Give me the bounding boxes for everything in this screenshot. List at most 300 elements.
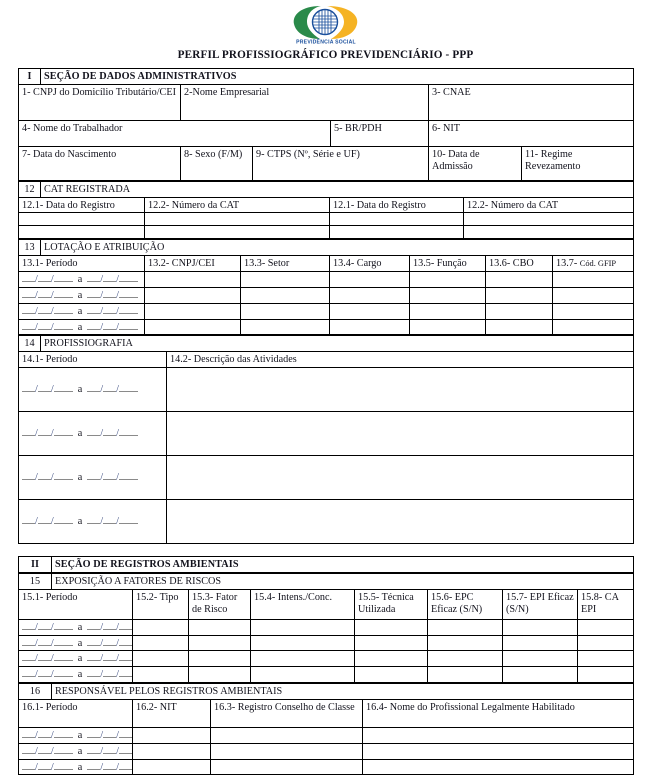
- cell-periodo[interactable]: [19, 500, 167, 544]
- date-slash: /: [50, 428, 54, 440]
- date-slash: /: [116, 745, 119, 757]
- cell-data-registro-b[interactable]: [330, 213, 464, 226]
- date-slash: /: [35, 321, 38, 333]
- section-1-table: [18, 68, 634, 181]
- col-16-2-nit: 16.2- NIT: [133, 699, 211, 727]
- date-slash: /: [50, 729, 54, 741]
- date-slash: /: [100, 729, 104, 741]
- cell-epi-eficaz[interactable]: [503, 619, 578, 635]
- cell-periodo[interactable]: [19, 412, 167, 456]
- cell-setor[interactable]: [241, 319, 330, 335]
- date-range-separator: a: [77, 653, 83, 665]
- date-blank[interactable]: [119, 737, 133, 738]
- date-blank[interactable]: [87, 479, 100, 480]
- col-13-6-cbo: 13.6- CBO: [486, 256, 553, 272]
- date-blank[interactable]: [54, 281, 73, 282]
- logo-container: [0, 0, 651, 45]
- group-16-column-headers: [19, 699, 634, 727]
- date-blank[interactable]: [87, 737, 100, 738]
- date-blank[interactable]: [54, 660, 73, 661]
- cell-periodo[interactable]: [19, 635, 133, 651]
- group-16-number: 16: [19, 684, 52, 700]
- date-blank[interactable]: [38, 645, 51, 646]
- table-row[interactable]: [19, 287, 634, 303]
- date-blank[interactable]: [87, 645, 100, 646]
- date-blank[interactable]: [38, 479, 51, 480]
- table-row[interactable]: [19, 619, 634, 635]
- field-4-nome-trabalhador[interactable]: 4- Nome do Trabalhador: [19, 120, 331, 146]
- date-blank[interactable]: [103, 479, 116, 480]
- field-3-cnae[interactable]: 3- CNAE: [429, 84, 634, 120]
- group-16-title: RESPONSÁVEL PELOS REGISTROS AMBIENTAIS: [52, 684, 634, 700]
- cell-tecnica-utilizada[interactable]: [355, 619, 428, 635]
- date-blank[interactable]: [38, 281, 51, 282]
- cell-ca-epi[interactable]: [578, 667, 634, 683]
- date-blank[interactable]: [54, 329, 73, 330]
- date-blank[interactable]: [38, 391, 51, 392]
- cell-data-registro-a[interactable]: [19, 226, 145, 239]
- group-14-number: 14: [19, 336, 41, 352]
- cell-periodo[interactable]: [19, 619, 133, 635]
- cell-setor[interactable]: [241, 272, 330, 288]
- date-blank[interactable]: [103, 329, 116, 330]
- field-5-br-pdh[interactable]: 5- BR/PDH: [331, 120, 429, 146]
- date-blank[interactable]: [119, 281, 138, 282]
- date-blank[interactable]: [22, 479, 35, 480]
- date-blank[interactable]: [119, 645, 133, 646]
- group-12-column-headers: [19, 197, 634, 213]
- date-slash: /: [35, 516, 38, 528]
- col-15-3-fator-de-risco: 15.3- Fator de Risco: [189, 589, 251, 619]
- date-slash: /: [100, 472, 104, 484]
- field-6-nit[interactable]: 6- NIT: [429, 120, 634, 146]
- table-row[interactable]: [19, 727, 634, 743]
- row-cnpj-nome-cnae: [19, 84, 634, 120]
- col-16-1-periodo: 16.1- Período: [19, 699, 133, 727]
- table-row[interactable]: [19, 651, 634, 667]
- table-row[interactable]: [19, 319, 634, 335]
- table-row[interactable]: [19, 368, 634, 412]
- cell-epc-eficaz[interactable]: [428, 651, 503, 667]
- cell-cnpj-cei[interactable]: [145, 287, 241, 303]
- group-13-number: 13: [19, 240, 41, 256]
- date-blank[interactable]: [119, 313, 138, 314]
- date-slash: /: [116, 274, 119, 286]
- cell-descricao-atividades[interactable]: [167, 500, 634, 544]
- date-blank[interactable]: [87, 391, 100, 392]
- date-blank[interactable]: [22, 329, 35, 330]
- date-slash: /: [100, 745, 104, 757]
- field-9-ctps[interactable]: 9- CTPS (Nº, Série e UF): [253, 146, 429, 180]
- date-blank[interactable]: [22, 645, 35, 646]
- cell-epi-eficaz[interactable]: [503, 635, 578, 651]
- date-slash: /: [35, 745, 38, 757]
- cell-ca-epi[interactable]: [578, 635, 634, 651]
- cell-descricao-atividades[interactable]: [167, 456, 634, 500]
- table-row[interactable]: [19, 759, 634, 775]
- date-range-separator: a: [77, 745, 83, 757]
- date-slash: /: [116, 384, 119, 396]
- table-row[interactable]: [19, 213, 634, 226]
- table-row[interactable]: [19, 743, 634, 759]
- date-blank[interactable]: [87, 297, 100, 298]
- table-row[interactable]: [19, 667, 634, 683]
- cell-cargo[interactable]: [330, 303, 410, 319]
- cell-registro-conselho-classe[interactable]: [211, 759, 363, 775]
- date-slash: /: [50, 516, 54, 528]
- logo-wordmark: PREVIDÊNCIA SOCIAL: [295, 39, 356, 45]
- cell-epc-eficaz[interactable]: [428, 667, 503, 683]
- date-slash: /: [100, 621, 104, 633]
- section-2-number: II: [19, 557, 52, 573]
- col-15-4-intens-conc: 15.4- Intens./Conc.: [251, 589, 355, 619]
- date-range-separator: a: [77, 516, 83, 528]
- cell-tecnica-utilizada[interactable]: [355, 667, 428, 683]
- cell-periodo[interactable]: [19, 456, 167, 500]
- cell-ca-epi[interactable]: [578, 619, 634, 635]
- date-blank[interactable]: [22, 676, 35, 677]
- cell-cod-gfip[interactable]: [553, 272, 634, 288]
- col-12-1-data-registro-a: 12.1- Data do Registro: [19, 197, 145, 213]
- date-blank[interactable]: [38, 629, 51, 630]
- date-blank[interactable]: [103, 629, 116, 630]
- date-slash: /: [50, 384, 54, 396]
- date-blank[interactable]: [22, 281, 35, 282]
- date-slash: /: [100, 761, 104, 773]
- cell-funcao[interactable]: [410, 287, 486, 303]
- date-blank[interactable]: [119, 391, 138, 392]
- cell-tecnica-utilizada[interactable]: [355, 635, 428, 651]
- date-blank[interactable]: [54, 479, 73, 480]
- cell-fator-de-risco[interactable]: [189, 667, 251, 683]
- cell-nit[interactable]: [133, 743, 211, 759]
- date-blank[interactable]: [38, 769, 51, 770]
- date-slash: /: [50, 621, 54, 633]
- date-blank[interactable]: [103, 391, 116, 392]
- date-blank[interactable]: [87, 329, 100, 330]
- cell-periodo[interactable]: [19, 759, 133, 775]
- table-row[interactable]: [19, 272, 634, 288]
- cell-periodo[interactable]: [19, 727, 133, 743]
- date-range-separator: a: [77, 384, 83, 396]
- cell-tipo[interactable]: [133, 619, 189, 635]
- group-13-title: LOTAÇÃO E ATRIBUIÇÃO: [41, 240, 634, 256]
- cell-cbo[interactable]: [486, 319, 553, 335]
- table-row[interactable]: [19, 226, 634, 239]
- date-blank[interactable]: [119, 629, 133, 630]
- date-blank[interactable]: [22, 313, 35, 314]
- cell-tipo[interactable]: [133, 635, 189, 651]
- cell-periodo[interactable]: [19, 319, 145, 335]
- date-blank[interactable]: [54, 297, 73, 298]
- date-blank[interactable]: [22, 435, 35, 436]
- date-slash: /: [50, 745, 54, 757]
- date-blank[interactable]: [119, 769, 133, 770]
- cell-periodo[interactable]: [19, 651, 133, 667]
- previdencia-social-logo: [287, 3, 365, 45]
- date-blank[interactable]: [119, 523, 138, 524]
- cell-periodo[interactable]: [19, 303, 145, 319]
- cell-setor[interactable]: [241, 303, 330, 319]
- date-blank[interactable]: [103, 523, 116, 524]
- cell-fator-de-risco[interactable]: [189, 651, 251, 667]
- table-row[interactable]: [19, 456, 634, 500]
- cell-nome-profissional[interactable]: [363, 759, 634, 775]
- date-slash: /: [100, 321, 104, 333]
- date-blank[interactable]: [54, 435, 73, 436]
- field-11-regime-revezamento[interactable]: 11- Regime Revezamento: [522, 146, 634, 180]
- col-13-7-cod-gfip: [553, 256, 634, 272]
- date-blank[interactable]: [87, 676, 100, 677]
- date-blank[interactable]: [103, 281, 116, 282]
- cell-cod-gfip[interactable]: [553, 303, 634, 319]
- cell-data-registro-a[interactable]: [19, 213, 145, 226]
- date-slash: /: [116, 669, 119, 681]
- cell-registro-conselho-classe[interactable]: [211, 727, 363, 743]
- cell-cargo[interactable]: [330, 319, 410, 335]
- date-blank[interactable]: [54, 737, 73, 738]
- cell-epi-eficaz[interactable]: [503, 651, 578, 667]
- cell-numero-cat-b[interactable]: [464, 213, 634, 226]
- date-blank[interactable]: [54, 676, 73, 677]
- cell-cod-gfip[interactable]: [553, 319, 634, 335]
- date-blank[interactable]: [87, 523, 100, 524]
- group-16-table: [18, 683, 634, 775]
- date-blank[interactable]: [119, 435, 138, 436]
- date-blank[interactable]: [87, 435, 100, 436]
- cell-cbo[interactable]: [486, 272, 553, 288]
- cell-cnpj-cei[interactable]: [145, 319, 241, 335]
- date-blank[interactable]: [103, 313, 116, 314]
- cell-cargo[interactable]: [330, 272, 410, 288]
- cell-nome-profissional[interactable]: [363, 743, 634, 759]
- section-2-title: SEÇÃO DE REGISTROS AMBIENTAIS: [52, 557, 634, 573]
- col-15-6-epc-eficaz: 15.6- EPC Eficaz (S/N): [428, 589, 503, 619]
- date-range-separator: a: [77, 289, 83, 301]
- field-8-sexo[interactable]: 8- Sexo (F/M): [181, 146, 253, 180]
- group-15-number: 15: [19, 573, 52, 589]
- cell-periodo[interactable]: [19, 272, 145, 288]
- date-blank[interactable]: [103, 297, 116, 298]
- col-13-7-prefix: 13.7-: [556, 258, 580, 270]
- col-15-2-tipo: 15.2- Tipo: [133, 589, 189, 619]
- group-14-column-headers: [19, 352, 634, 368]
- date-blank[interactable]: [38, 435, 51, 436]
- date-slash: /: [116, 729, 119, 741]
- group-12-title: CAT REGISTRADA: [41, 181, 634, 197]
- date-blank[interactable]: [38, 660, 51, 661]
- cell-tipo[interactable]: [133, 667, 189, 683]
- cell-epi-eficaz[interactable]: [503, 667, 578, 683]
- date-slash: /: [35, 472, 38, 484]
- date-blank[interactable]: [54, 645, 73, 646]
- document-title: PERFIL PROFISSIOGRÁFICO PREVIDENCIÁRIO - PPP: [177, 49, 474, 61]
- date-blank[interactable]: [54, 313, 73, 314]
- table-row[interactable]: [19, 412, 634, 456]
- date-blank[interactable]: [103, 737, 116, 738]
- table-row[interactable]: [19, 635, 634, 651]
- date-slash: /: [50, 305, 54, 317]
- date-slash: /: [35, 621, 38, 633]
- group-15-column-headers: [19, 589, 634, 619]
- group-13-table: [18, 239, 634, 335]
- logo-graphic: [287, 3, 365, 45]
- col-13-5-funcao: 13.5- Função: [410, 256, 486, 272]
- date-slash: /: [116, 637, 119, 649]
- date-blank[interactable]: [87, 313, 100, 314]
- date-blank[interactable]: [119, 676, 133, 677]
- col-16-3-registro-conselho-classe: 16.3- Registro Conselho de Classe: [211, 699, 363, 727]
- group-16-header-row: [19, 684, 634, 700]
- date-blank[interactable]: [54, 523, 73, 524]
- date-blank[interactable]: [103, 435, 116, 436]
- cell-setor[interactable]: [241, 287, 330, 303]
- cell-numero-cat-a[interactable]: [145, 226, 330, 239]
- table-row[interactable]: [19, 500, 634, 544]
- cell-tipo[interactable]: [133, 651, 189, 667]
- date-slash: /: [100, 653, 104, 665]
- date-blank[interactable]: [38, 329, 51, 330]
- cell-periodo[interactable]: [19, 287, 145, 303]
- date-slash: /: [35, 729, 38, 741]
- cell-cbo[interactable]: [486, 287, 553, 303]
- cell-intens-conc[interactable]: [251, 619, 355, 635]
- cell-funcao[interactable]: [410, 272, 486, 288]
- date-blank[interactable]: [87, 660, 100, 661]
- cell-numero-cat-b[interactable]: [464, 226, 634, 239]
- date-slash: /: [100, 428, 104, 440]
- date-slash: /: [100, 384, 104, 396]
- field-2-nome-empresarial[interactable]: 2-Nome Empresarial: [181, 84, 429, 120]
- date-blank[interactable]: [119, 297, 138, 298]
- date-slash: /: [35, 653, 38, 665]
- cell-periodo[interactable]: [19, 667, 133, 683]
- date-slash: /: [116, 321, 119, 333]
- date-range-separator: a: [77, 274, 83, 286]
- date-blank[interactable]: [119, 329, 138, 330]
- section-1-header-row: [19, 69, 634, 85]
- cell-cnpj-cei[interactable]: [145, 272, 241, 288]
- date-blank[interactable]: [38, 737, 51, 738]
- date-slash: /: [100, 669, 104, 681]
- field-10-data-admissao[interactable]: 10- Data de Admissão: [429, 146, 522, 180]
- group-15-title: EXPOSIÇÃO A FATORES DE RISCOS: [52, 573, 634, 589]
- col-13-4-cargo: 13.4- Cargo: [330, 256, 410, 272]
- date-slash: /: [116, 472, 119, 484]
- date-blank[interactable]: [38, 523, 51, 524]
- date-blank[interactable]: [119, 479, 138, 480]
- date-slash: /: [100, 289, 104, 301]
- date-slash: /: [50, 321, 54, 333]
- group-15-header-row: [19, 573, 634, 589]
- date-slash: /: [35, 669, 38, 681]
- date-blank[interactable]: [54, 391, 73, 392]
- date-blank[interactable]: [87, 629, 100, 630]
- date-blank[interactable]: [22, 297, 35, 298]
- date-blank[interactable]: [54, 769, 73, 770]
- cell-ca-epi[interactable]: [578, 651, 634, 667]
- cell-nit[interactable]: [133, 759, 211, 775]
- group-14-title: PROFISSIOGRAFIA: [41, 336, 634, 352]
- date-slash: /: [116, 428, 119, 440]
- col-12-2-numero-cat-a: 12.2- Número da CAT: [145, 197, 330, 213]
- date-range-separator: a: [77, 761, 83, 773]
- date-blank[interactable]: [22, 391, 35, 392]
- date-range-separator: a: [77, 669, 83, 681]
- cell-cod-gfip[interactable]: [553, 287, 634, 303]
- date-blank[interactable]: [22, 737, 35, 738]
- cell-data-registro-b[interactable]: [330, 226, 464, 239]
- table-row[interactable]: [19, 303, 634, 319]
- date-blank[interactable]: [103, 769, 116, 770]
- cell-nit[interactable]: [133, 727, 211, 743]
- cell-numero-cat-a[interactable]: [145, 213, 330, 226]
- date-slash: /: [100, 305, 104, 317]
- date-slash: /: [35, 289, 38, 301]
- cell-registro-conselho-classe[interactable]: [211, 743, 363, 759]
- cell-cnpj-cei[interactable]: [145, 303, 241, 319]
- cell-intens-conc[interactable]: [251, 635, 355, 651]
- date-slash: /: [116, 761, 119, 773]
- cell-intens-conc[interactable]: [251, 651, 355, 667]
- cell-cargo[interactable]: [330, 287, 410, 303]
- date-blank[interactable]: [103, 676, 116, 677]
- cell-periodo[interactable]: [19, 368, 167, 412]
- date-blank[interactable]: [22, 523, 35, 524]
- date-range-separator: a: [77, 729, 83, 741]
- date-blank[interactable]: [38, 313, 51, 314]
- col-14-2-descricao-atividades: 14.2- Descrição das Atividades: [167, 352, 634, 368]
- cell-intens-conc[interactable]: [251, 667, 355, 683]
- date-range-separator: a: [77, 305, 83, 317]
- date-blank[interactable]: [103, 660, 116, 661]
- group-14-table: [18, 335, 634, 544]
- date-blank[interactable]: [54, 629, 73, 630]
- cell-tecnica-utilizada[interactable]: [355, 651, 428, 667]
- date-blank[interactable]: [87, 281, 100, 282]
- cell-funcao[interactable]: [410, 303, 486, 319]
- date-slash: /: [50, 274, 54, 286]
- cell-fator-de-risco[interactable]: [189, 619, 251, 635]
- date-blank[interactable]: [22, 629, 35, 630]
- cell-fator-de-risco[interactable]: [189, 635, 251, 651]
- date-slash: /: [50, 653, 54, 665]
- date-range-separator: a: [77, 621, 83, 633]
- field-7-data-nascimento[interactable]: 7- Data do Nascimento: [19, 146, 181, 180]
- cell-epc-eficaz[interactable]: [428, 635, 503, 651]
- date-slash: /: [35, 274, 38, 286]
- section-2-header-row: [19, 557, 634, 573]
- cell-funcao[interactable]: [410, 319, 486, 335]
- date-blank[interactable]: [38, 676, 51, 677]
- date-range-separator: a: [77, 637, 83, 649]
- field-1-cnpj-domicilio[interactable]: 1- CNPJ do Domicílio Tributário/CEI: [19, 84, 181, 120]
- cell-cbo[interactable]: [486, 303, 553, 319]
- date-slash: /: [116, 653, 119, 665]
- cell-descricao-atividades[interactable]: [167, 412, 634, 456]
- cell-descricao-atividades[interactable]: [167, 368, 634, 412]
- date-blank[interactable]: [22, 769, 35, 770]
- date-blank[interactable]: [87, 769, 100, 770]
- date-blank[interactable]: [119, 660, 133, 661]
- cell-periodo[interactable]: [19, 743, 133, 759]
- date-blank[interactable]: [38, 297, 51, 298]
- cell-epc-eficaz[interactable]: [428, 619, 503, 635]
- date-blank[interactable]: [103, 645, 116, 646]
- group-15-table: [18, 573, 634, 683]
- date-blank[interactable]: [22, 660, 35, 661]
- cell-nome-profissional[interactable]: [363, 727, 634, 743]
